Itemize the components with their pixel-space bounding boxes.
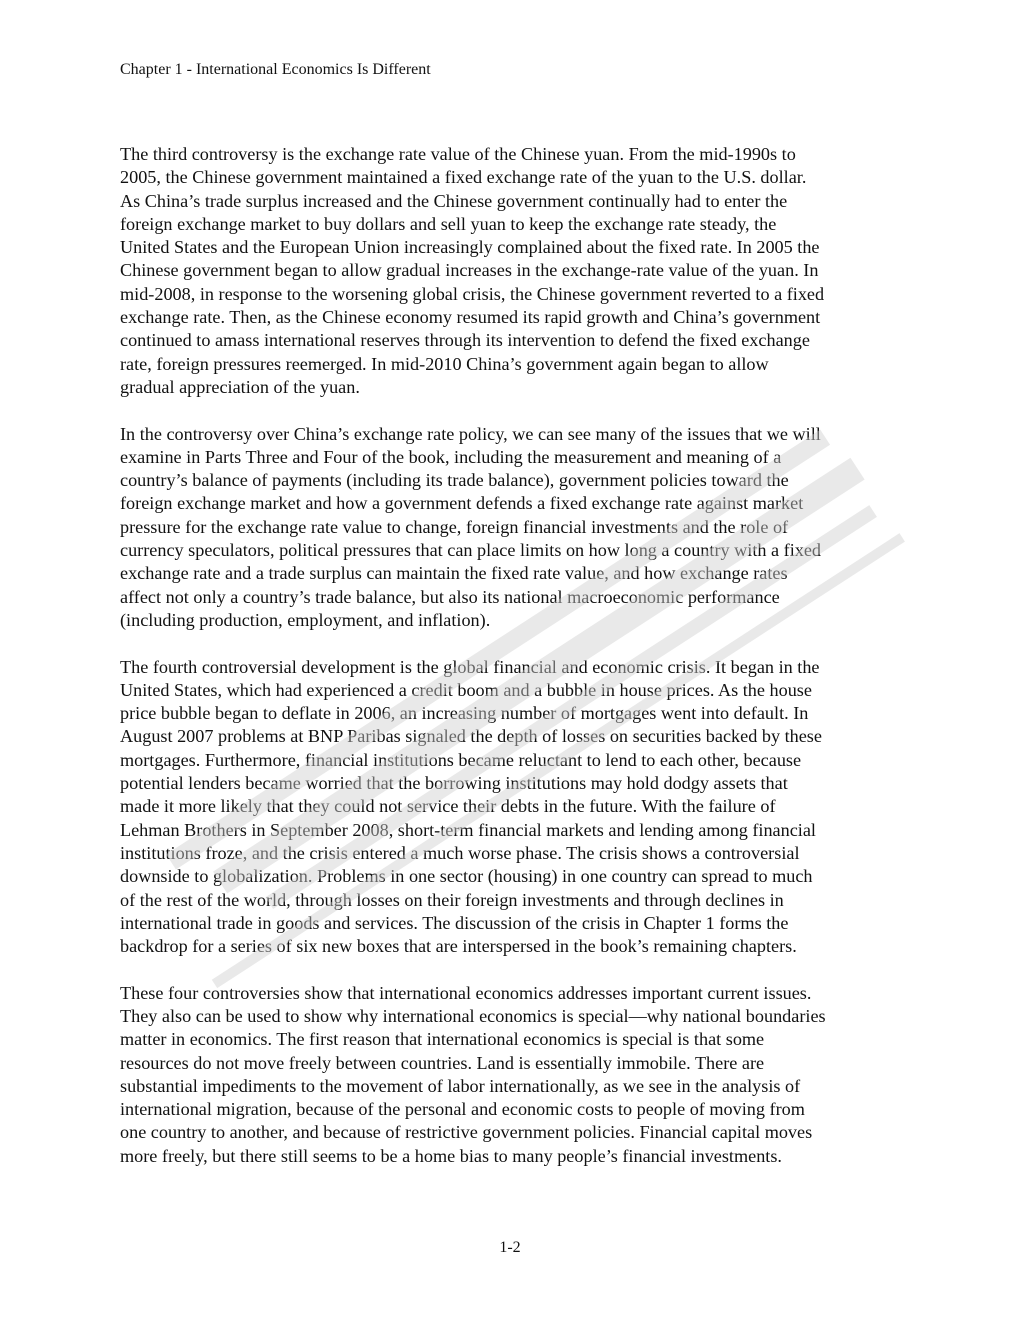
paragraph-why-special [120, 982, 900, 1168]
text-line: downside to globalization. Problems in one sector (housing) in one country can spread to much [120, 866, 813, 887]
text-line: of the rest of the world, through losses on their foreign investments and through declines in [120, 889, 784, 910]
text-line: As China’s trade surplus increased and the Chinese government continually had to enter the [120, 190, 788, 211]
page-number: 1-2 [499, 1239, 521, 1256]
text-line: made it more likely that they could not service their debts in the future. With the failure of [120, 796, 776, 817]
text-line: Chinese government began to allow gradual increases in the exchange-rate value of the yuan. In [120, 260, 819, 281]
text-line: currency speculators, political pressures that can place limits on how long a country with a fixed [120, 540, 822, 561]
text-line: resources do not move freely between countries. Land is essentially immobile. There are [120, 1052, 765, 1073]
paragraph-exchange-rate-controversy [120, 143, 900, 399]
running-header: Chapter 1 - International Economics Is Different [120, 61, 431, 78]
text-line: The third controversy is the exchange rate value of the Chinese yuan. From the mid-1990s to [120, 144, 796, 164]
text-line: United States, which had experienced a credit boom and a bubble in house prices. As the house [120, 679, 812, 700]
text-line: foreign exchange market to buy dollars and sell yuan to keep the exchange rate steady, the [120, 213, 777, 234]
text-line: rate, foreign pressures reemerged. In mid-2010 China’s government again began to allow [120, 353, 769, 374]
text-line: potential lenders became worried that the borrowing institutions may hold dodgy assets that [120, 773, 788, 794]
text-line: international trade in goods and services. The discussion of the crisis in Chapter 1 forms the [120, 912, 789, 933]
text-line: examine in Parts Three and Four of the book, including the measurement and meaning of a [120, 446, 782, 467]
text-line: exchange rate and a trade surplus can maintain the fixed rate value, and how exchange rates [120, 563, 788, 584]
text-line: (including production, employment, and inflation). [120, 609, 491, 630]
paragraph-financial-crisis [120, 656, 900, 959]
text-line: Lehman Brothers in September 2008, short-term financial markets and lending among financial [120, 819, 816, 840]
text-line: price bubble began to deflate in 2006, an increasing number of mortgages went into default. In [120, 703, 809, 724]
text-line: mortgages. Furthermore, financial institutions became reluctant to lend to each other, because [120, 749, 802, 770]
text-line: The fourth controversial development is the global financial and economic crisis. It began in the [120, 656, 820, 677]
text-line: backdrop for a series of six new boxes that are interspersed in the book’s remaining chapters. [120, 936, 797, 957]
text-line: more freely, but there still seems to be a home bias to many people’s financial investments. [120, 1145, 782, 1166]
text-line: institutions froze, and the crisis entered a much worse phase. The crisis shows a controversial [120, 842, 800, 863]
text-line: gradual appreciation of the yuan. [120, 376, 360, 397]
text-line: 2005, the Chinese government maintained a fixed exchange rate of the yuan to the U.S. dollar. [120, 167, 807, 188]
text-line: substantial impediments to the movement of labor internationally, as we see in the analysis of [120, 1075, 801, 1096]
text-line: continued to amass international reserves through its intervention to defend the fixed exchange [120, 330, 810, 351]
body-text [120, 143, 900, 1191]
text-line: exchange rate. Then, as the Chinese economy resumed its rapid growth and China’s government [120, 307, 821, 328]
text-line: August 2007 problems at BNP Paribas signaled the depth of losses on securities backed by these [120, 726, 822, 747]
text-line: These four controversies show that international economics addresses important current issues. [120, 982, 812, 1003]
paragraph-china-policy-issues [120, 423, 900, 633]
text-line: matter in economics. The first reason that international economics is special is that some [120, 1029, 765, 1050]
text-line: United States and the European Union increasingly complained about the fixed rate. In 2005 the [120, 237, 820, 258]
text-line: international migration, because of the personal and economic costs to people of moving from [120, 1099, 805, 1120]
text-line: pressure for the exchange rate value to change, foreign financial investments and the role of [120, 516, 789, 537]
text-line: In the controversy over China’s exchange rate policy, we can see many of the issues that we will [120, 423, 821, 444]
text-line: mid-2008, in response to the worsening global crisis, the Chinese government reverted to a fixed [120, 283, 825, 304]
text-line: foreign exchange market and how a government defends a fixed exchange rate against market [120, 493, 804, 514]
text-line: They also can be used to show why international economics is special—why national boundaries [120, 1005, 826, 1026]
text-line: affect not only a country’s trade balance, but also its national macroeconomic performance [120, 586, 780, 607]
text-line: country’s balance of payments (including its trade balance), government policies toward the [120, 470, 789, 491]
text-line: one country to another, and because of restrictive government policies. Financial capital moves [120, 1122, 813, 1143]
